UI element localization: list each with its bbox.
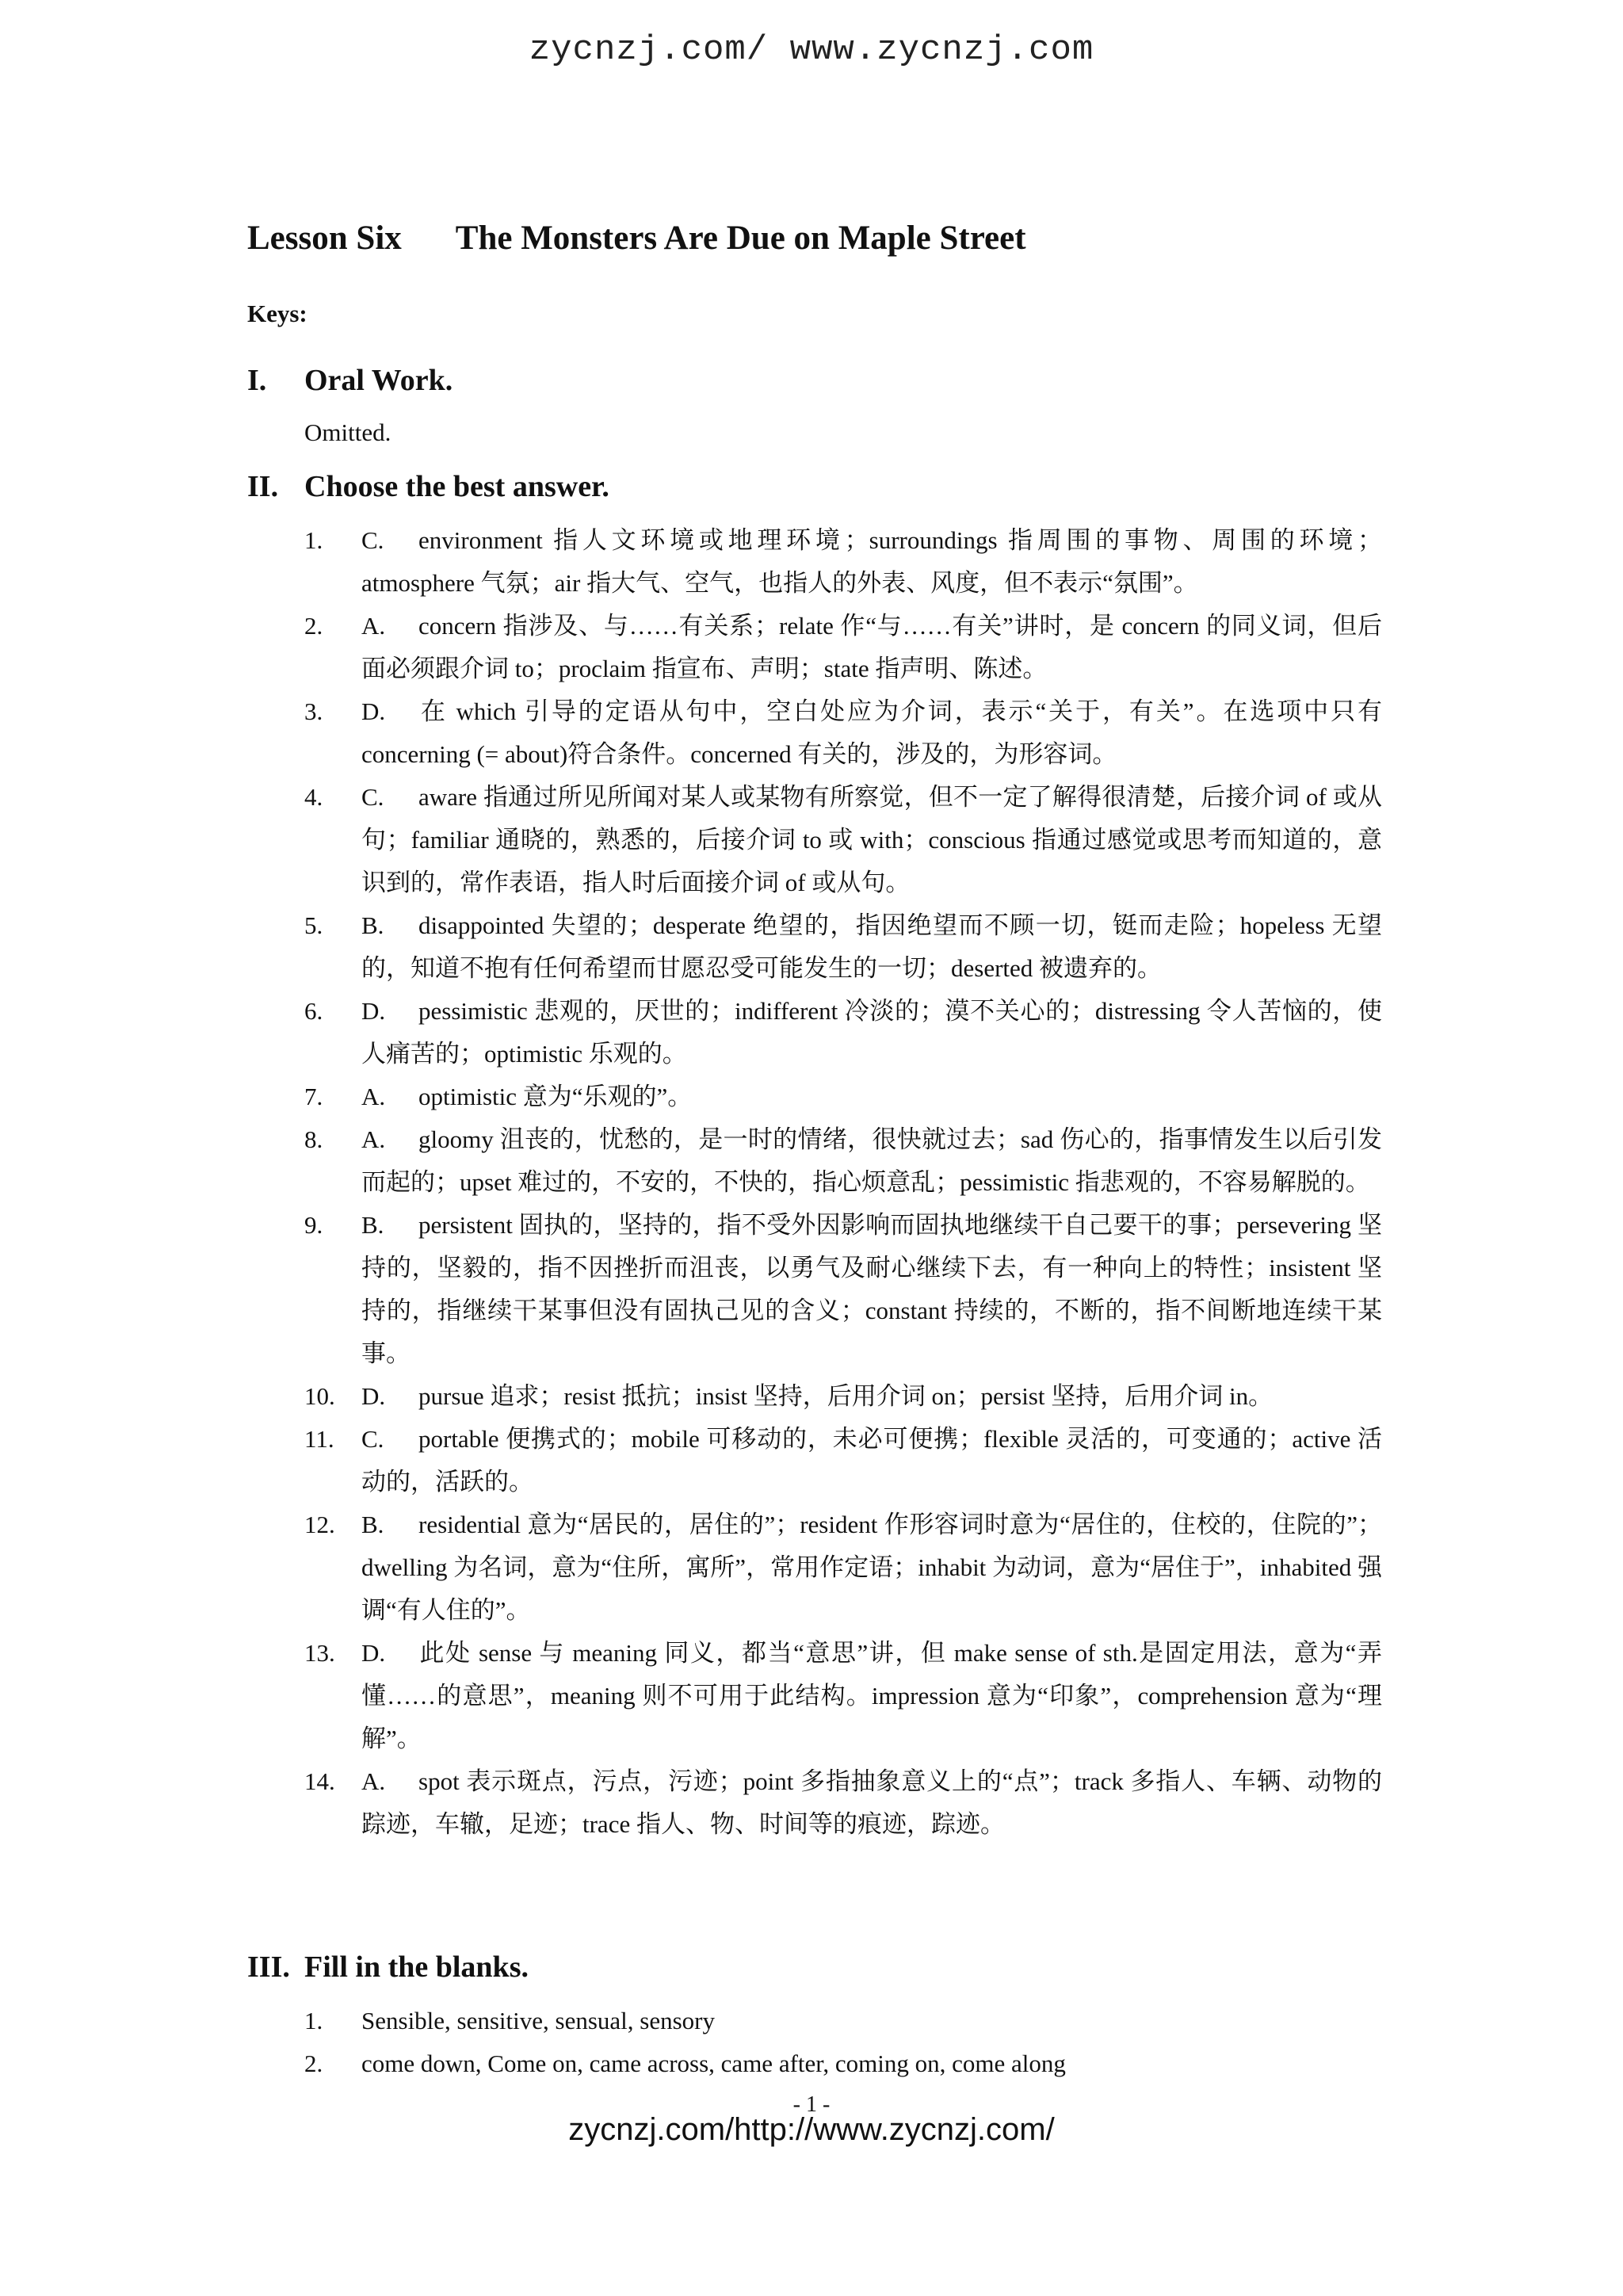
item-number: 11. [304,1425,334,1453]
oral-work-note: Omitted. [304,418,391,446]
item-number: 14. [304,1767,335,1795]
answer-letter: A. [361,1125,386,1153]
section-number: III. [247,1950,290,1984]
answer-letter: D. [361,1382,386,1410]
list-item [304,1118,1382,1204]
item-number: 3. [304,697,323,725]
item-number: 6. [304,997,323,1025]
item-explanation: gloomy 沮丧的，忧愁的，是一时的情绪，很快就过去；sad 伤心的，指事情发生以后引发而起的；upset 难过的，不安的，不快的，指心烦意乱；pessimistic 指悲观的，不容易解脱的。 [361,1125,1382,1196]
answer-letter: D. [361,1639,386,1667]
answer-letter: B. [361,1511,384,1538]
section-oral-work-heading [247,363,453,398]
item-explanation: pursue 追求；resist 抵抗；insist 坚持，后用介词 on；persist 坚持，后用介词 in。 [418,1382,1274,1410]
item-number: 10. [304,1382,335,1410]
section-title: Oral Work. [304,364,453,397]
list-item [304,519,1382,605]
answer-letter: D. [361,697,386,725]
item-explanation: disappointed 失望的；desperate 绝望的，指因绝望而不顾一切，铤而走险；hopeless 无望的，知道不抱有任何希望而甘愿忍受可能发生的一切；deserted 被遗弃的。 [361,911,1382,982]
answer-letter: B. [361,911,384,939]
answer-letter: D. [361,997,386,1025]
list-item [304,1632,1382,1760]
item-number: 1. [304,2007,323,2034]
list-item [304,1418,1382,1503]
item-number: 9. [304,1211,323,1239]
list-item [304,1760,1382,1846]
list-item [304,690,1382,776]
item-number: 2. [304,612,323,640]
item-number: 8. [304,1125,323,1153]
choose-answers-list [304,519,1382,1846]
item-explanation: Sensible, sensitive, sensual, sensory [361,2007,716,2034]
item-explanation: optimistic 意为“乐观的”。 [418,1083,693,1110]
keys-label: Keys: [247,300,307,327]
item-number: 12. [304,1511,335,1538]
answer-letter: A. [361,612,386,640]
item-number: 5. [304,911,323,939]
lesson-number: Lesson Six [247,220,402,257]
page-number: - 1 - [792,2092,831,2117]
item-explanation: 此处 sense 与 meaning 同义，都当“意思”讲，但 make sense of sth.是固定用法，意为“弄懂……的意思”，meaning 则不可用于此结构。impression 意为“印象”，comprehension 意为“理解”。 [361,1639,1382,1752]
answer-letter: A. [361,1767,386,1795]
item-number: 2. [304,2050,323,2077]
item-explanation: portable 便携式的；mobile 可移动的，未必可便携；flexible 灵活的，可变通的；active 活动的，活跃的。 [361,1425,1382,1496]
list-item [304,1075,1382,1118]
watermark-top: zycnzj.com/ www.zycnzj.com [529,30,1094,70]
section-fill-heading [247,1950,529,1985]
item-explanation: environment 指人文环境或地理环境；surroundings 指周围的事物、周围的环境；atmosphere 气氛；air 指大气、空气，也指人的外表、风度，但不表示“氛围”。 [361,526,1382,597]
list-item [304,605,1382,690]
list-item [304,990,1382,1075]
answer-letter: C. [361,526,384,554]
section-title: Choose the best answer. [304,470,609,503]
item-number: 1. [304,526,323,554]
list-item [304,1375,1382,1418]
watermark-bottom: zycnzj.com/http://www.zycnzj.com/ [568,2112,1055,2147]
item-explanation: persistent 固执的，坚持的，指不受外因影响而固执地继续干自己要干的事；persevering 坚持的，坚毅的，指不因挫折而沮丧，以勇气及耐心继续下去，有一种向上的特性；insistent 坚持的，指继续干某事但没有固执己见的含义；constant 持续的，不断的，指不间断地连续干某事。 [361,1211,1382,1367]
list-item [304,1503,1382,1632]
item-explanation: concern 指涉及、与……有关系；relate 作“与……有关”讲时，是 concern 的同义词，但后面必须跟介词 to；proclaim 指宣布、声明；state 指声明、陈述。 [361,612,1382,682]
item-explanation: 在 which 引导的定语从句中，空白处应为介词，表示“关于，有关”。在选项中只有 concerning (= about)符合条件。concerned 有关的，涉及的，为形容词。 [361,697,1382,768]
answer-letter: C. [361,783,384,811]
answer-letter: B. [361,1211,384,1239]
list-item [304,2042,1382,2085]
lesson-name: The Monsters Are Due on Maple Street [455,220,1026,257]
item-number: 13. [304,1639,335,1667]
item-number: 4. [304,783,323,811]
item-explanation: come down, Come on, came across, came after, coming on, come along [361,2050,1066,2077]
list-item [304,2000,1382,2042]
answer-letter: C. [361,1425,384,1453]
section-number: I. [247,364,267,397]
item-explanation: spot 表示斑点，污点，污迹；point 多指抽象意义上的“点”；track 多指人、车辆、动物的踪迹，车辙，足迹；trace 指人、物、时间等的痕迹，踪迹。 [361,1767,1382,1838]
item-explanation: residential 意为“居民的，居住的”；resident 作形容词时意为“居住的，住校的，住院的”；dwelling 为名词，意为“住所，寓所”，常用作定语；inhabit 为动词，意为“居住于”，inhabited 强调“有人住的”。 [361,1511,1382,1624]
answer-letter: A. [361,1083,386,1110]
section-choose-heading [247,469,609,504]
lesson-title [247,219,1026,258]
item-explanation: pessimistic 悲观的，厌世的；indifferent 冷淡的；漠不关心的；distressing 令人苦恼的，使人痛苦的；optimistic 乐观的。 [361,997,1382,1068]
list-item [304,1204,1382,1375]
section-title: Fill in the blanks. [304,1950,529,1984]
list-item [304,904,1382,990]
section-number: II. [247,470,279,503]
fill-answers-list [304,2000,1382,2085]
item-explanation: aware 指通过所见所闻对某人或某物有所察觉，但不一定了解得很清楚，后接介词 of 或从句；familiar 通晓的，熟悉的，后接介词 to 或 with；conscious 指通过感觉或思考而知道的，意识到的，常作表语，指人时后面接介词 of 或从句。 [361,783,1382,896]
list-item [304,776,1382,904]
item-number: 7. [304,1083,323,1110]
